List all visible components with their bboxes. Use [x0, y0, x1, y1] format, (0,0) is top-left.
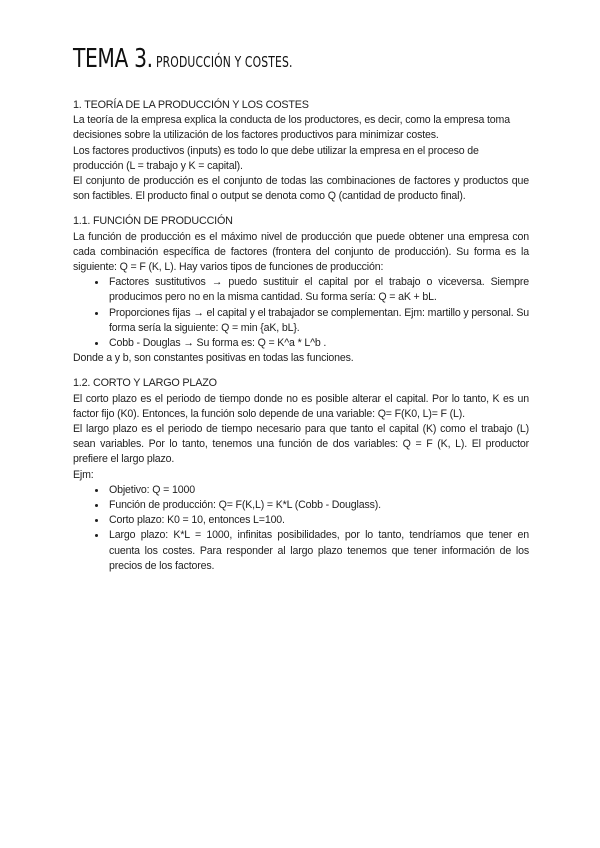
section-1-2-paragraph-1: El corto plazo es el periodo de tiempo donde no es posible alterar el capital. Por lo tanto, K es un factor fijo (K0). Entonces, la función solo depende de una variable: Q= F(K0, L)= F (L).: [73, 392, 529, 420]
title-subtitle: PRODUCCIÓN Y COSTES.: [155, 53, 293, 71]
section-1-1-paragraph-2: Donde a y b, son constantes positivas en todas las funciones.: [73, 352, 354, 365]
list-item: • Factores sustitutivos → puedo sustituir el capital por el trabajo o viceversa. Siempre producimos pero no en la misma cantidad. Su forma sería: Q = aK + bL.: [107, 275, 529, 305]
section-1-2-paragraph-2: El largo plazo es el periodo de tiempo necesario para que tanto el capital (K) como el trabajo (L) sean variables. Por lo tanto, tenemos una función de dos variables: Q = F (K, L). El productor prefiere el largo plazo.: [73, 423, 529, 466]
title-main: TEMA 3.: [73, 44, 153, 74]
section-1-2-paragraph-3: Ejm:: [73, 468, 94, 481]
section-1-paragraph-1: La teoría de la empresa explica la conducta de los productores, es decir, como la empresa toma decisiones sobre la utilización de los factores productivos para minimizar costes.: [73, 114, 510, 142]
section-1-1-list: [73, 275, 529, 351]
section-1-paragraph-2: Los factores productivos (inputs) es todo lo que debe utilizar la empresa en el proceso de producción (L = trabajo y K = capital).: [73, 144, 479, 172]
list-item: • Largo plazo: K*L = 1000, infinitas posibilidades, por lo tanto, tendríamos que tener en cuenta los costes. Para responder al largo plazo tenemos que tener información de los precios de los factores.: [107, 528, 529, 574]
section-1-heading: 1. TEORÍA DE LA PRODUCCIÓN Y LOS COSTES: [73, 99, 309, 111]
list-item: • Función de producción: Q= F(K,L) = K*L (Cobb - Douglass).: [107, 498, 529, 513]
list-item: • Cobb - Douglas → Su forma es: Q = K^a * L^b .: [107, 336, 529, 351]
list-item: • Objetivo: Q = 1000: [107, 483, 529, 498]
section-1-1-paragraph-1: La función de producción es el máximo nivel de producción que puede obtener una empresa con cada combinación específica de factores (frontera del conjunto de producción). Su forma es la siguiente: Q = F (K, L). Hay varios tipos de funciones de producción:: [73, 230, 529, 274]
document-body: [73, 98, 529, 574]
document-title: [73, 44, 345, 74]
list-item: • Proporciones fijas → el capital y el trabajador se complementan. Ejm: martillo y personal. Su forma sería la siguiente: Q = min {aK, bL}.: [107, 306, 529, 336]
section-1-1-heading: 1.1. FUNCIÓN DE PRODUCCIÓN: [73, 215, 233, 228]
section-1-2-list: [73, 483, 529, 574]
section-1-paragraph-3: El conjunto de producción es el conjunto de todas las combinaciones de factores y productos que son factibles. El producto final o output se denota como Q (cantidad de producto final).: [73, 175, 529, 203]
section-1-2-heading: 1.2. CORTO Y LARGO PLAZO: [73, 377, 217, 390]
list-item: • Corto plazo: K0 = 10, entonces L=100.: [107, 513, 529, 528]
